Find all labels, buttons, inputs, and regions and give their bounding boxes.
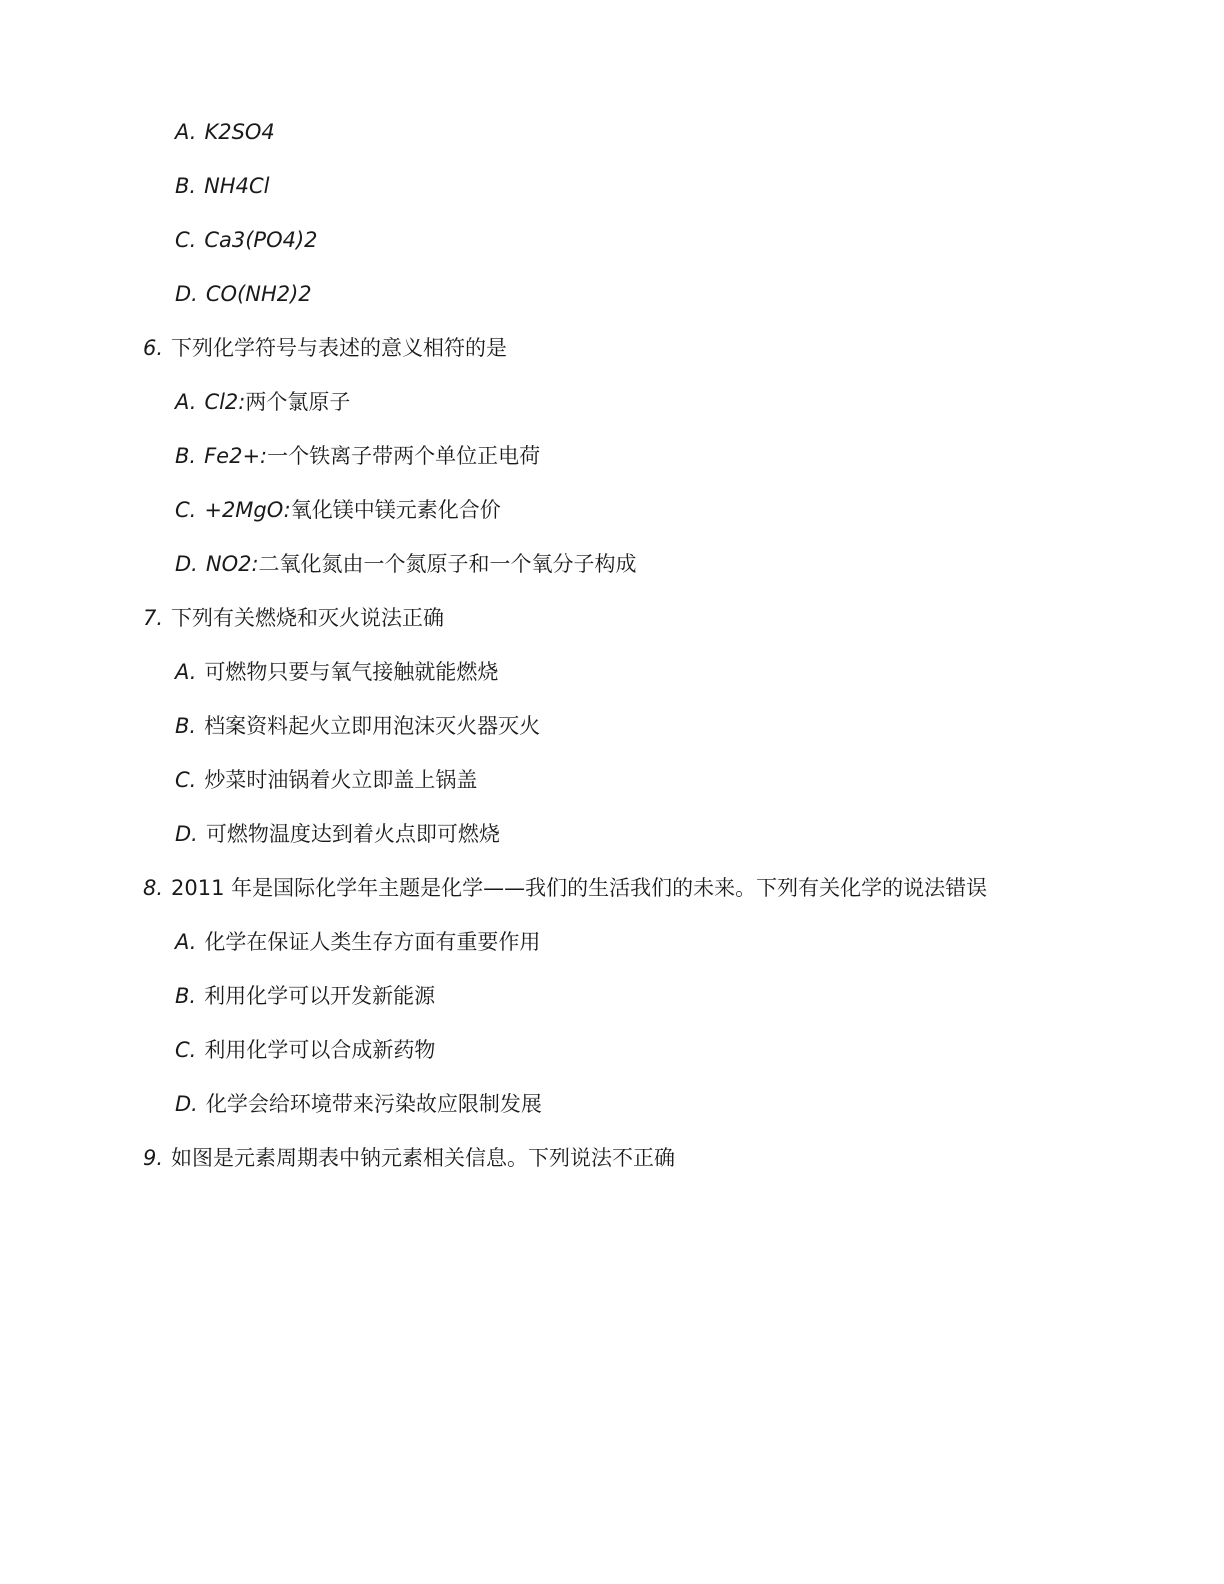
option-label: A. bbox=[175, 660, 197, 684]
option-text: 可燃物只要与氧气接触就能燃烧 bbox=[204, 660, 499, 684]
q8-option-a bbox=[175, 927, 540, 957]
option-text: K2SO4 bbox=[204, 120, 275, 144]
option-text: Ca3(PO4)2 bbox=[204, 228, 318, 252]
option-text: 二氧化氮由一个氮原子和一个氧分子构成 bbox=[258, 552, 637, 576]
q5-option-c bbox=[175, 225, 318, 255]
option-label: D. bbox=[175, 822, 198, 846]
option-label: C. bbox=[175, 228, 197, 252]
option-formula: +2MgO: bbox=[204, 498, 291, 522]
question-text: 如图是元素周期表中钠元素相关信息。下列说法不正确 bbox=[171, 1146, 676, 1170]
question-number: 8. bbox=[143, 876, 164, 900]
option-text: 化学在保证人类生存方面有重要作用 bbox=[204, 930, 541, 954]
question-number: 7. bbox=[143, 606, 164, 630]
question-text: 下列化学符号与表述的意义相符的是 bbox=[171, 336, 508, 360]
q7-option-b bbox=[175, 711, 540, 741]
question-number: 6. bbox=[143, 336, 164, 360]
option-label: D. bbox=[175, 552, 198, 576]
question-number: 9. bbox=[143, 1146, 164, 1170]
option-label: B. bbox=[175, 984, 197, 1008]
question-text: 下列有关燃烧和灭火说法正确 bbox=[171, 606, 445, 630]
option-text: 利用化学可以开发新能源 bbox=[204, 984, 436, 1008]
question-6-stem bbox=[143, 333, 507, 363]
q8-option-d bbox=[175, 1089, 542, 1119]
option-text: 两个氯原子 bbox=[245, 390, 351, 414]
option-label: C. bbox=[175, 768, 197, 792]
option-label: A. bbox=[175, 930, 197, 954]
option-label: C. bbox=[175, 498, 197, 522]
option-text: 可燃物温度达到着火点即可燃烧 bbox=[205, 822, 500, 846]
option-text: CO(NH2)2 bbox=[205, 282, 312, 306]
q6-option-d bbox=[175, 549, 637, 579]
option-label: B. bbox=[175, 444, 197, 468]
option-text: 氧化镁中镁元素化合价 bbox=[290, 498, 501, 522]
option-label: C. bbox=[175, 1038, 197, 1062]
q5-option-b bbox=[175, 171, 269, 201]
question-text: 2011 年是国际化学年主题是化学——我们的生活我们的未来。下列有关化学的说法错误 bbox=[171, 876, 988, 900]
option-label: D. bbox=[175, 1092, 198, 1116]
option-text: 炒菜时油锅着火立即盖上锅盖 bbox=[204, 768, 478, 792]
q7-option-d bbox=[175, 819, 500, 849]
question-9-stem bbox=[143, 1143, 675, 1173]
option-text: 化学会给环境带来污染故应限制发展 bbox=[205, 1092, 542, 1116]
option-label: B. bbox=[175, 174, 197, 198]
option-text: NH4Cl bbox=[204, 174, 270, 198]
q5-option-a bbox=[175, 117, 275, 147]
option-formula: NO2: bbox=[205, 552, 259, 576]
q8-option-b bbox=[175, 981, 435, 1011]
q6-option-c bbox=[175, 495, 501, 525]
option-label: D. bbox=[175, 282, 198, 306]
q8-option-c bbox=[175, 1035, 435, 1065]
question-7-stem bbox=[143, 603, 444, 633]
question-8-stem bbox=[143, 873, 987, 903]
option-label: A. bbox=[175, 390, 197, 414]
option-formula: Fe2+: bbox=[204, 444, 268, 468]
q6-option-a bbox=[175, 387, 350, 417]
option-formula: Cl2: bbox=[204, 390, 246, 414]
q5-option-d bbox=[175, 279, 312, 309]
option-label: A. bbox=[175, 120, 197, 144]
option-text: 档案资料起火立即用泡沫灭火器灭火 bbox=[204, 714, 541, 738]
q6-option-b bbox=[175, 441, 540, 471]
option-label: B. bbox=[175, 714, 197, 738]
option-text: 一个铁离子带两个单位正电荷 bbox=[267, 444, 541, 468]
q7-option-c bbox=[175, 765, 477, 795]
option-text: 利用化学可以合成新药物 bbox=[204, 1038, 436, 1062]
q7-option-a bbox=[175, 657, 498, 687]
